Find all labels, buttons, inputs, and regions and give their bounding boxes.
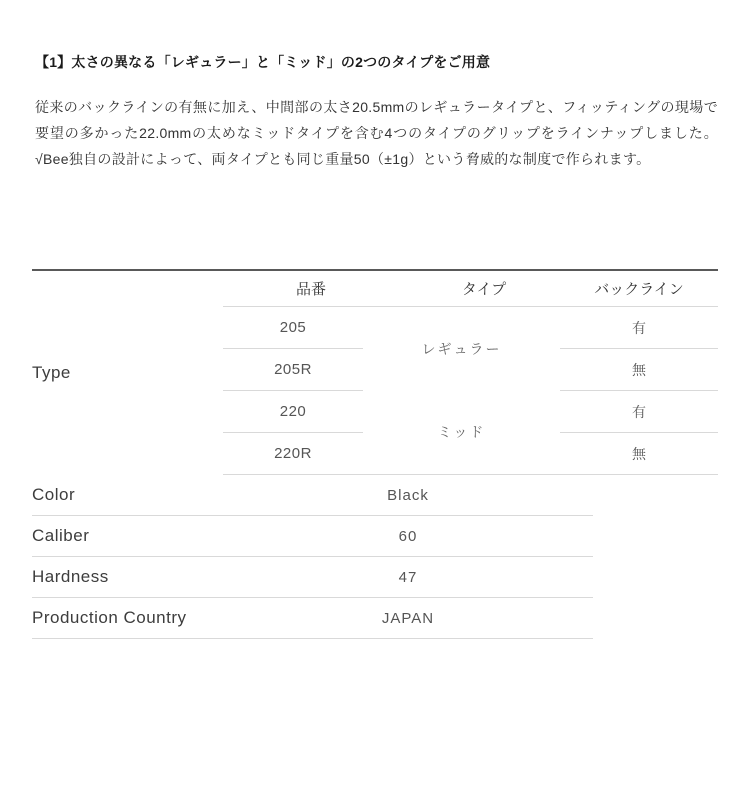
detail-value-color: Black xyxy=(223,475,593,516)
detail-value-production-country: JAPAN xyxy=(223,598,593,639)
part-no-205r: 205R xyxy=(223,349,363,391)
column-header-grip-type: タイプ xyxy=(363,270,560,307)
table-row xyxy=(32,598,593,639)
backline-220r: 無 xyxy=(560,433,718,475)
table-row xyxy=(32,557,593,598)
spec-row-header-type: Type xyxy=(32,362,71,382)
spec-table xyxy=(32,269,718,475)
part-no-205: 205 xyxy=(223,307,363,349)
backline-205r: 無 xyxy=(560,349,718,391)
spec-header-row xyxy=(32,270,718,307)
detail-value-caliber: 60 xyxy=(223,516,593,557)
backline-205: 有 xyxy=(560,307,718,349)
grip-type-mid: ミッド xyxy=(363,391,560,475)
detail-label-hardness: Hardness xyxy=(32,557,223,598)
detail-label-color: Color xyxy=(32,475,223,516)
section-heading: 【1】太さの異なる「レギュラー」と「ミッド」の2つのタイプをご用意 xyxy=(35,54,491,70)
part-no-220: 220 xyxy=(223,391,363,433)
table-row xyxy=(32,475,593,516)
detail-value-hardness: 47 xyxy=(223,557,593,598)
description-paragraph: 従来のバックラインの有無に加え、中間部の太さ20.5mmのレギュラータイプと、フィッティングの現場で要望の多かった22.0mmの太めなミッドタイプを含む4つのタイプのグリップをラインナップしました。√Bee独自の設計によって、両タイプとも同じ重量50（±1g）という脅威的な制度で作られます。 xyxy=(35,99,718,167)
backline-220: 有 xyxy=(560,391,718,433)
product-description-page xyxy=(0,52,750,802)
column-header-part-no: 品番 xyxy=(223,270,363,307)
grip-type-regular: レギュラー xyxy=(421,340,502,357)
table-row xyxy=(32,516,593,557)
detail-label-production-country: Production Country xyxy=(32,598,223,639)
part-no-220r: 220R xyxy=(223,433,363,475)
detail-label-caliber: Caliber xyxy=(32,516,223,557)
details-table xyxy=(32,475,593,639)
column-header-backline: バックライン xyxy=(560,270,718,307)
